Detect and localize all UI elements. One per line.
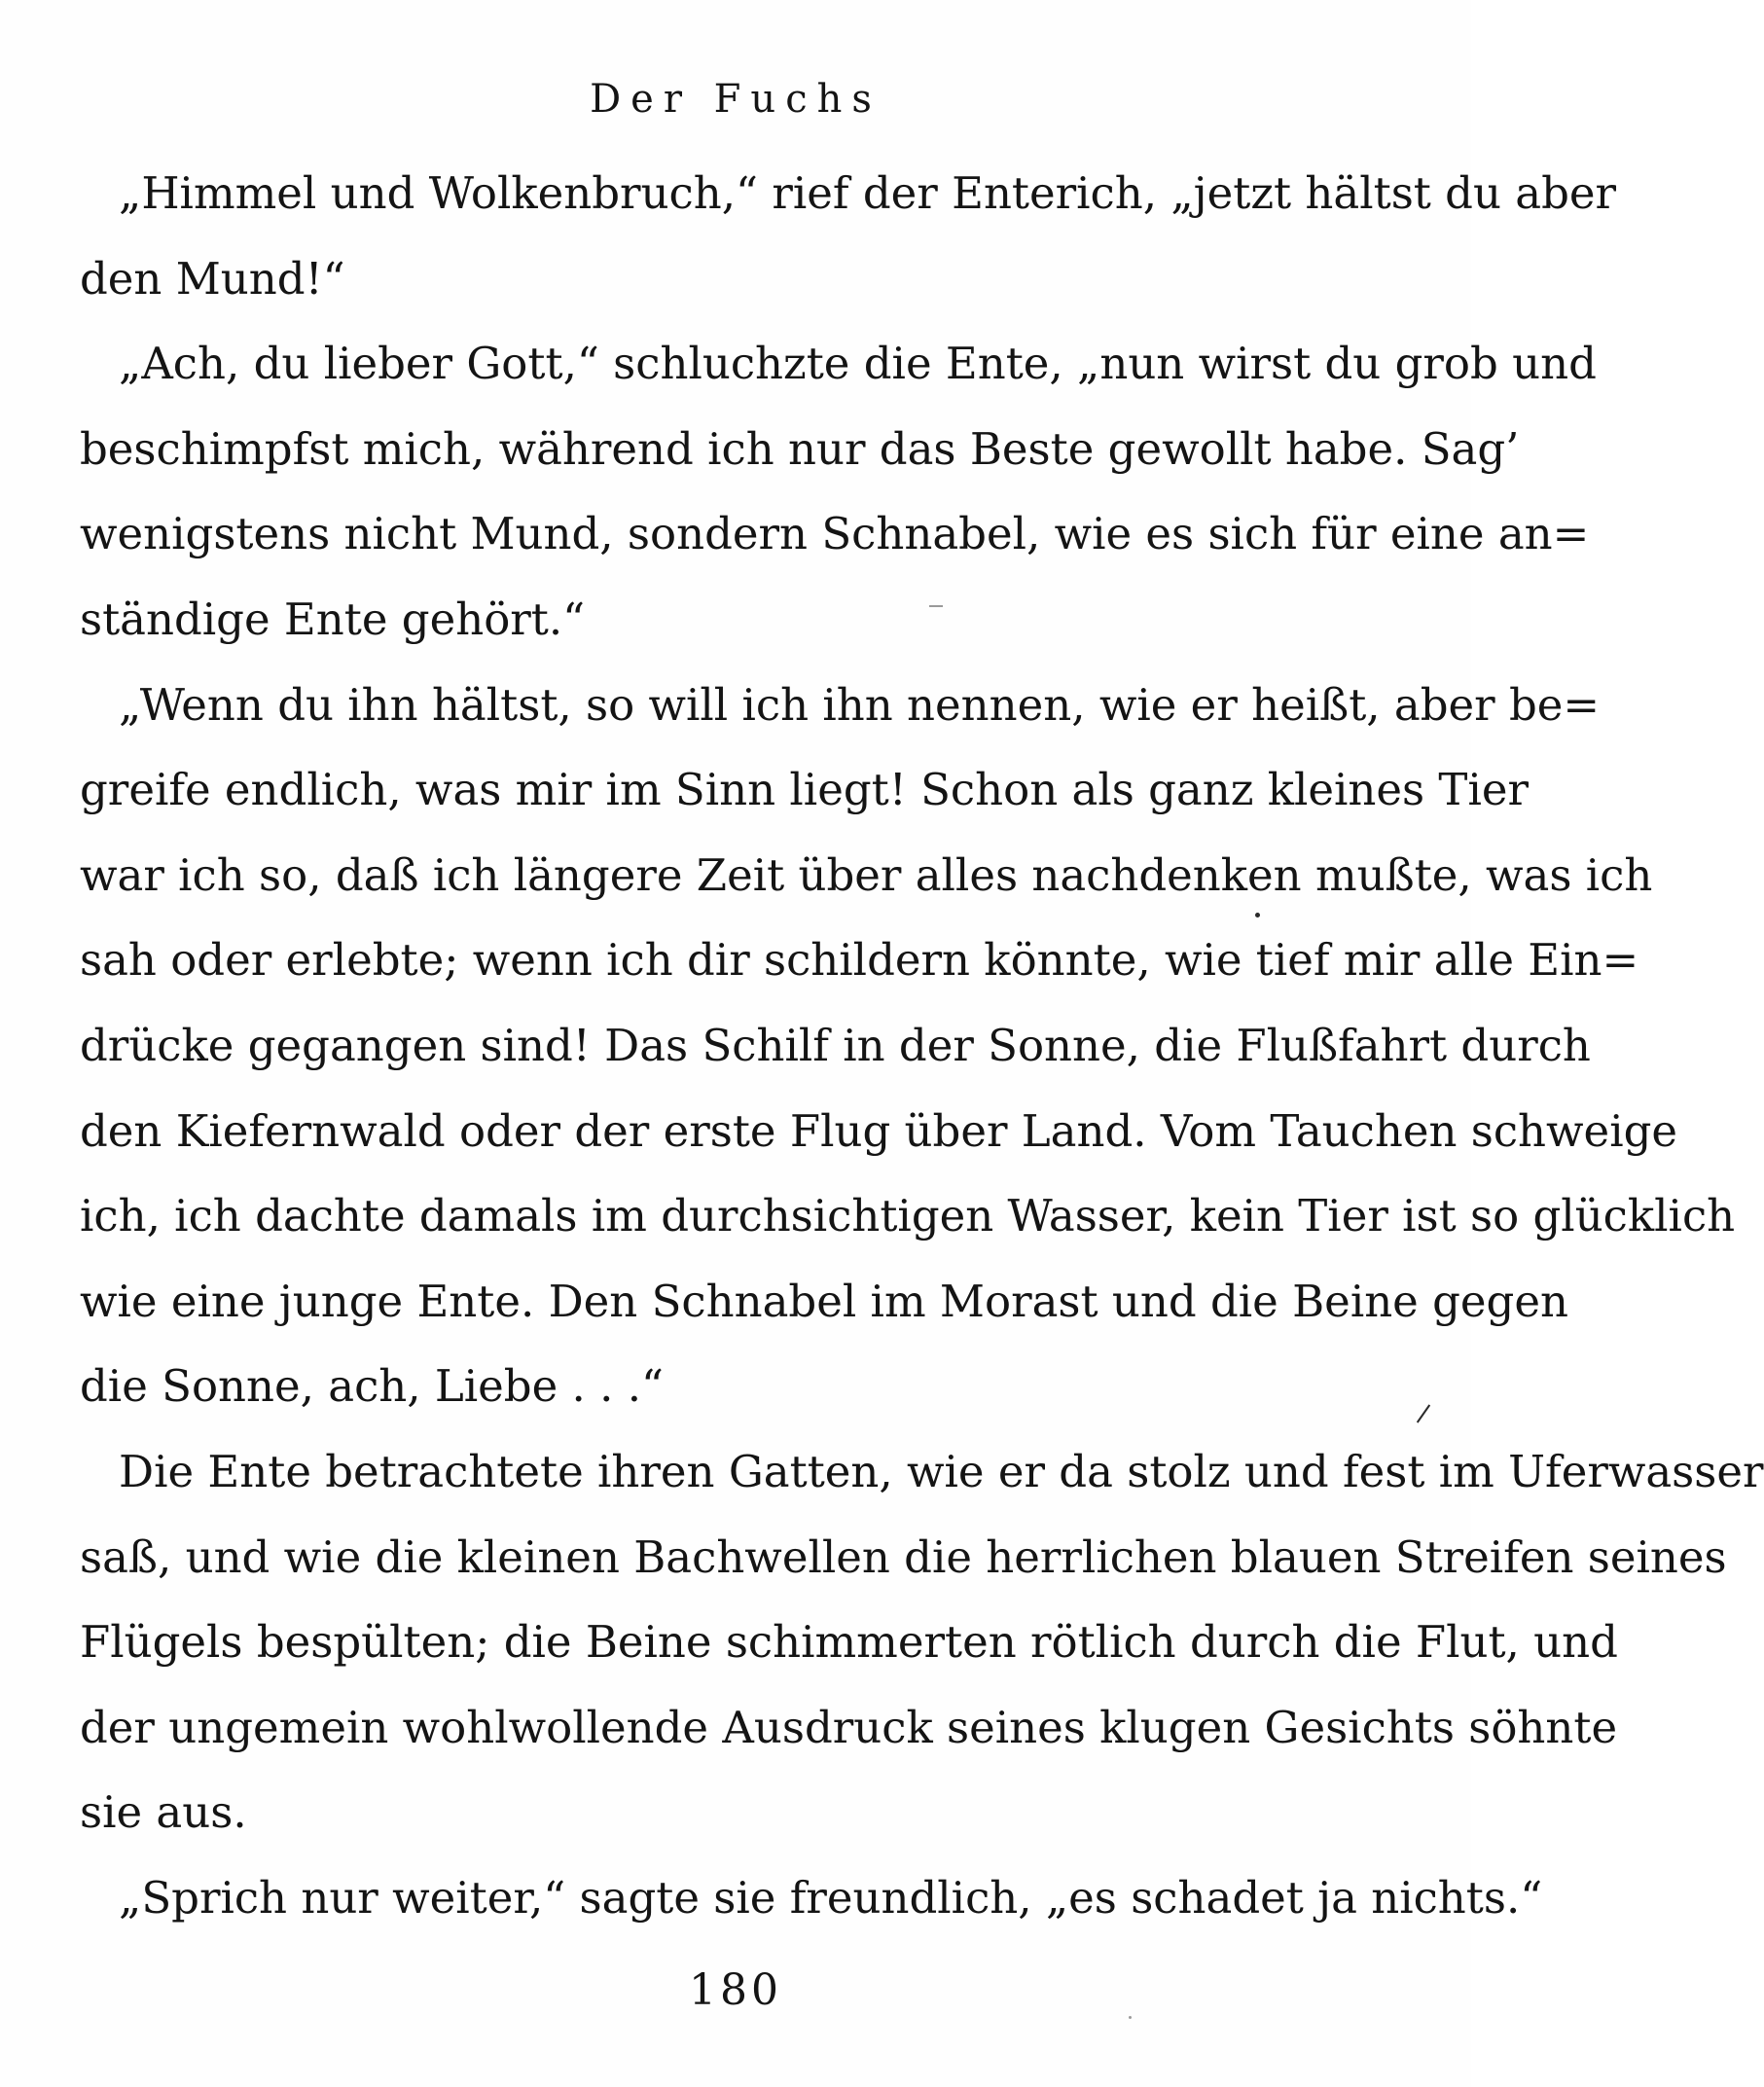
text-line: saß, und wie die kleinen Bachwellen die herrlichen blauen Streifen seines: [80, 1530, 1727, 1583]
text-line: „Ach, du lieber Gott,“ schluchzte die Ente, „nun wirst du grob und: [119, 338, 1597, 390]
running-head: Der Fuchs: [590, 77, 882, 122]
text-line: ständige Ente gehört.“: [80, 593, 586, 645]
text-line: sah oder erlebte; wenn ich dir schildern könnte, wie tief mir alle Ein=: [80, 934, 1639, 987]
text-line: „Sprich nur weiter,“ sagte sie freundlich, „es schadet ja nichts.“: [119, 1871, 1543, 1924]
scan-speck: [1255, 913, 1260, 918]
scan-speck: [1129, 2016, 1132, 2019]
text-line: den Mund!“: [80, 252, 345, 305]
scan-speck: [1417, 1404, 1430, 1422]
text-line: die Sonne, ach, Liebe . . .“: [80, 1360, 665, 1413]
text-line: drücke gegangen sind! Das Schilf in der Sonne, die Flußfahrt durch: [80, 1019, 1591, 1071]
page-number: 180: [689, 1965, 782, 2015]
text-line: Die Ente betrachtete ihren Gatten, wie er da stolz und fest im Uferwasser: [119, 1445, 1764, 1497]
body-text: [80, 151, 1764, 1940]
text-line: Flügels bespülten; die Beine schimmerten rötlich durch die Flut, und: [80, 1616, 1618, 1669]
text-line: wie eine junge Ente. Den Schnabel im Morast und die Beine gegen: [80, 1275, 1568, 1327]
text-line: greife endlich, was mir im Sinn liegt! Schon als ganz kleines Tier: [80, 764, 1529, 816]
text-line: wenigstens nicht Mund, sondern Schnabel, wie es sich für eine an=: [80, 508, 1590, 560]
text-line: ich, ich dachte damals im durchsichtigen Wasser, kein Tier ist so glücklich: [80, 1190, 1736, 1242]
text-line: „Himmel und Wolkenbruch,“ rief der Enterich, „jetzt hältst du aber: [119, 167, 1617, 219]
text-line: war ich so, daß ich längere Zeit über alles nachdenken mußte, was ich: [80, 848, 1653, 901]
text-line: beschimpfst mich, während ich nur das Beste gewollt habe. Sag’: [80, 422, 1520, 475]
text-line: der ungemein wohlwollende Ausdruck seines klugen Gesichts söhnte: [80, 1701, 1618, 1753]
text-line: den Kiefernwald oder der erste Flug über Land. Vom Tauchen schweige: [80, 1104, 1678, 1157]
text-line: sie aus.: [80, 1786, 247, 1839]
text-line: „Wenn du ihn hältst, so will ich ihn nennen, wie er heißt, aber be=: [119, 678, 1601, 731]
scan-speck: [929, 605, 943, 607]
